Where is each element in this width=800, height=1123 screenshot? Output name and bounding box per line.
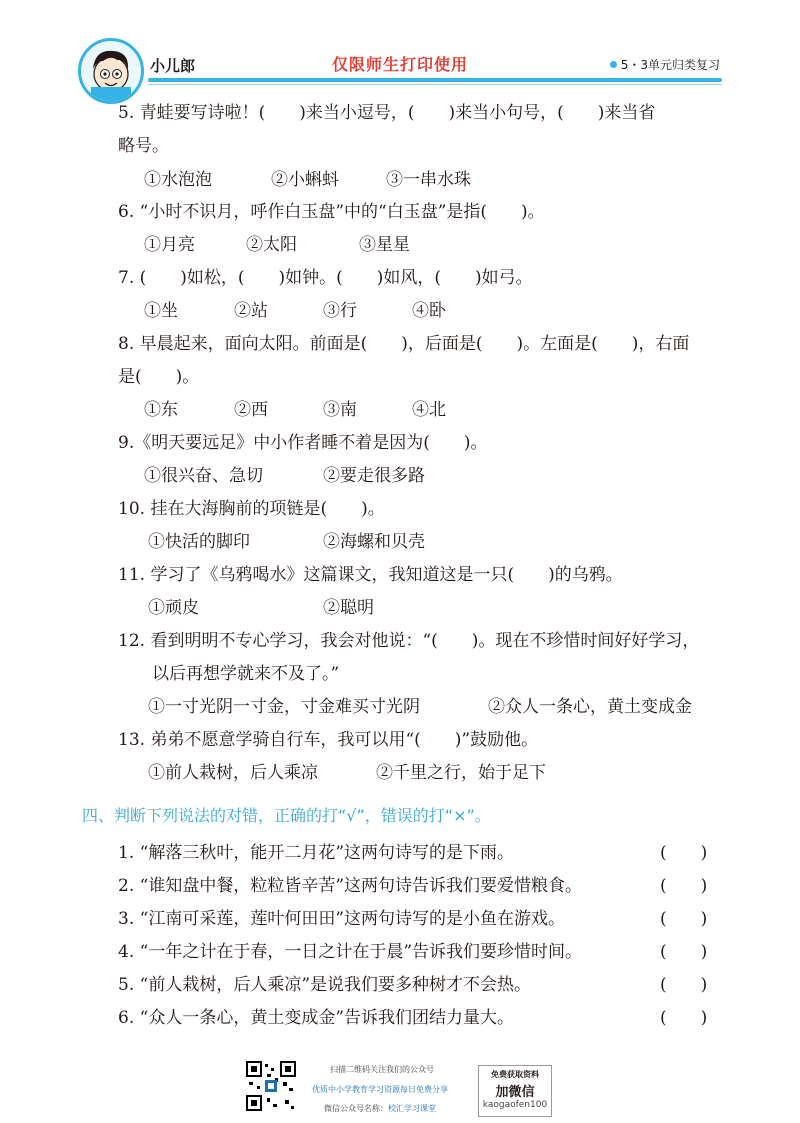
question-7-stem: 7. ( )如松，( )如钟。( )如风，( )如弓。 bbox=[118, 268, 533, 288]
question-8-stem-cont: 是( )。 bbox=[118, 367, 200, 387]
question-5-option: ①水泡泡 bbox=[144, 170, 212, 190]
question-11-option: ①顽皮 bbox=[148, 598, 199, 618]
footer-account bbox=[324, 1103, 436, 1114]
judge-answer-blank[interactable]: ( ) bbox=[660, 843, 708, 863]
question-8-option: ②西 bbox=[234, 400, 268, 420]
question-5-option: ②小蝌蚪 bbox=[271, 170, 339, 190]
question-10-stem: 10. 挂在大海胸前的项链是( )。 bbox=[118, 499, 385, 519]
judge-item: 5. “前人栽树，后人乘凉”是说我们要多种树才不会热。 bbox=[118, 975, 532, 995]
footer-box-line1: 免费获取资料 bbox=[491, 1070, 539, 1079]
question-5-option: ③一串水珠 bbox=[386, 170, 471, 190]
footer-share-text: 优质中小学教育学习资源每日免费分享 bbox=[312, 1085, 448, 1094]
print-notice: 仅限师生打印使用 bbox=[331, 55, 468, 74]
judge-item: 1. “解落三秋叶，能开二月花”这两句诗写的是下雨。 bbox=[118, 843, 515, 863]
question-6-option: ③星星 bbox=[359, 235, 410, 255]
judge-answer-blank[interactable]: ( ) bbox=[660, 1008, 708, 1028]
question-8-option: ④北 bbox=[412, 400, 446, 420]
question-11-stem: 11. 学习了《乌鸦喝水》这篇课文，我知道这是一只( )的乌鸦。 bbox=[118, 565, 623, 585]
question-9-option: ①很兴奋、急切 bbox=[144, 466, 263, 486]
section-4-title: 四、判断下列说法的对错，正确的打“√”，错误的打“×”。 bbox=[82, 806, 491, 825]
dot-icon bbox=[610, 61, 617, 68]
page-footer bbox=[240, 1060, 560, 1120]
judge-item: 4. “一年之计在于春，一日之计在于晨”告诉我们要珍惜时间。 bbox=[118, 942, 583, 962]
question-7-option: ②站 bbox=[234, 301, 268, 321]
judge-item: 3. “江南可采莲，莲叶何田田”这两句诗写的是小鱼在游戏。 bbox=[118, 909, 566, 929]
question-11-option: ②聪明 bbox=[323, 598, 374, 618]
unit-label-text: 5・3单元归类复习 bbox=[620, 58, 720, 72]
question-13-option: ②千里之行，始于足下 bbox=[376, 763, 546, 783]
question-9-option: ②要走很多路 bbox=[323, 466, 425, 486]
question-8-option: ①东 bbox=[144, 400, 178, 420]
question-7-option: ①坐 bbox=[144, 301, 178, 321]
unit-label bbox=[610, 56, 720, 73]
brand-name: 小儿郎 bbox=[150, 57, 196, 75]
judge-answer-blank[interactable]: ( ) bbox=[660, 909, 708, 929]
judge-answer-blank[interactable]: ( ) bbox=[660, 876, 708, 896]
question-12-option: ①一寸光阴一寸金，寸金难买寸光阴 bbox=[148, 697, 420, 717]
footer-wechat-box bbox=[478, 1065, 552, 1117]
question-7-option: ③行 bbox=[323, 301, 357, 321]
question-6-option: ①月亮 bbox=[144, 235, 195, 255]
judge-item: 6. “众人一条心，黄土变成金”告诉我们团结力量大。 bbox=[118, 1008, 515, 1028]
question-12-stem-cont: 以后再想学就来不及了。” bbox=[152, 664, 340, 684]
question-13-stem: 13. 弟弟不愿意学骑自行车，我可以用“( )”鼓励他。 bbox=[118, 730, 539, 750]
question-8-stem: 8. 早晨起来，面向太阳。前面是( )，后面是( )。左面是( )，右面 bbox=[118, 334, 690, 354]
judge-answer-blank[interactable]: ( ) bbox=[660, 975, 708, 995]
question-7-option: ④卧 bbox=[412, 301, 446, 321]
footer-account-label: 微信公众号名称： bbox=[324, 1104, 388, 1113]
question-5-stem-cont: 略号。 bbox=[118, 136, 169, 156]
question-10-option: ②海螺和贝壳 bbox=[323, 532, 425, 552]
question-9-stem: 9.《明天要远足》中小作者睡不着是因为( )。 bbox=[118, 433, 488, 453]
header-divider bbox=[148, 78, 722, 82]
question-13-option: ①前人栽树，后人乘凉 bbox=[148, 763, 318, 783]
question-12-stem: 12. 看到明明不专心学习，我会对他说：“( )。现在不珍惜时间好好学习， bbox=[118, 631, 700, 651]
question-10-option: ①快活的脚印 bbox=[148, 532, 250, 552]
footer-scan-text: 扫描二维码关注我们的公众号 bbox=[330, 1065, 434, 1074]
mascot-logo-icon bbox=[78, 38, 144, 104]
question-6-stem: 6. “小时不识月，呼作白玉盘”中的“白玉盘”是指( )。 bbox=[118, 202, 545, 222]
question-5-stem: 5. 青蛙要写诗啦！( )来当小逗号，( )来当小句号，( )来当省 bbox=[118, 103, 656, 123]
judge-item: 2. “谁知盘中餐，粒粒皆辛苦”这两句诗告诉我们要爱惜粮食。 bbox=[118, 876, 583, 896]
question-6-option: ②太阳 bbox=[246, 235, 297, 255]
page-header bbox=[0, 0, 800, 100]
footer-account-name: 校汇学习课堂 bbox=[388, 1104, 436, 1113]
footer-box-line2: 加微信 bbox=[495, 1085, 535, 1100]
question-8-option: ③南 bbox=[323, 400, 357, 420]
question-12-option: ②众人一条心，黄土变成金 bbox=[488, 697, 692, 717]
header-divider-thin bbox=[148, 84, 722, 85]
footer-box-line3: kaogaofen100 bbox=[482, 1100, 548, 1110]
qr-code-icon[interactable] bbox=[245, 1060, 297, 1112]
judge-answer-blank[interactable]: ( ) bbox=[660, 942, 708, 962]
